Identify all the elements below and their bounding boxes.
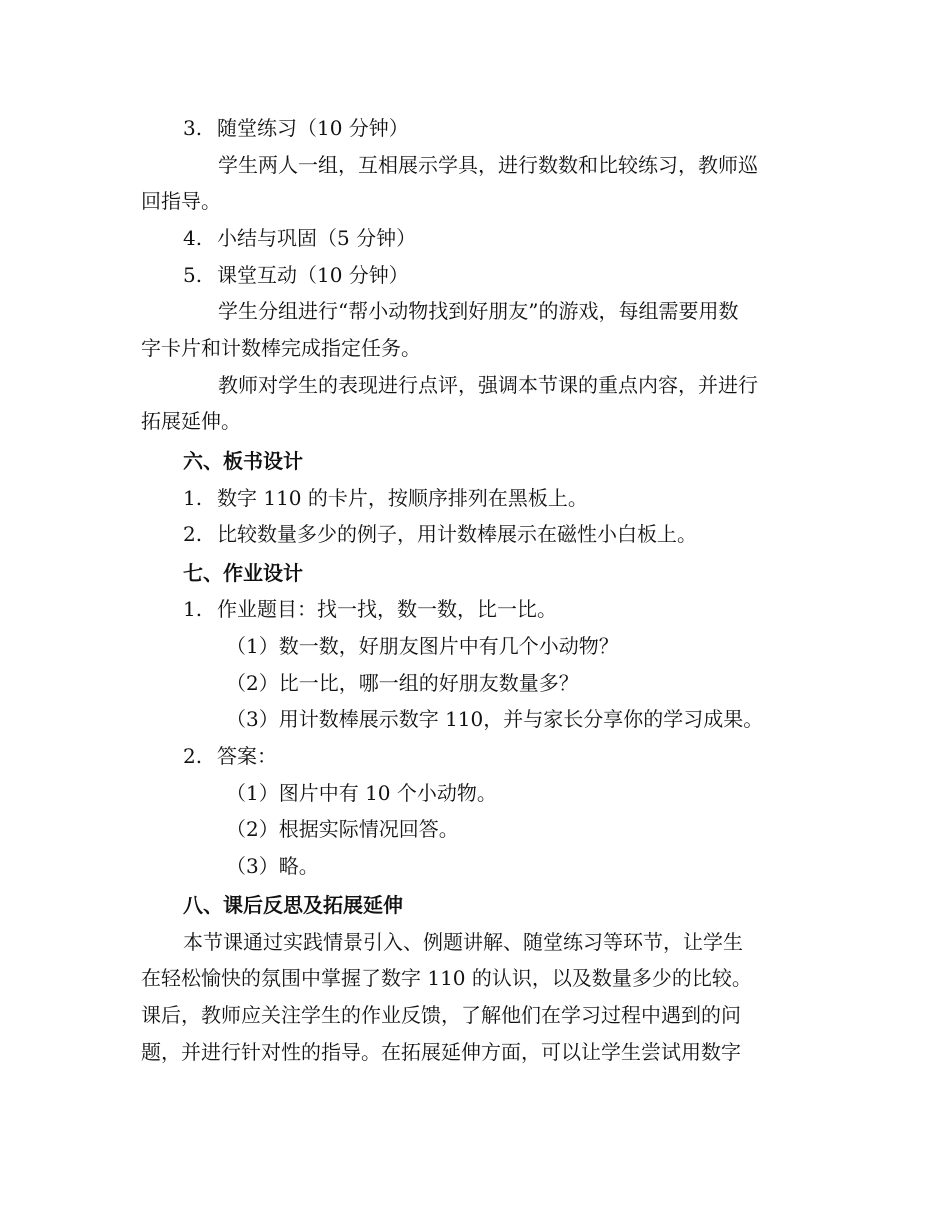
paragraph-line: 拓展延伸。	[141, 409, 241, 433]
paragraph-line: 课后，教师应关注学生的作业反馈，了解他们在学习过程中遇到的问	[141, 1003, 741, 1027]
list-text: 作业题目：找一找，数一数，比一比。	[217, 597, 557, 621]
list-number: 1.	[183, 486, 203, 510]
list-item	[183, 744, 277, 768]
paragraph-line: 字卡片和计数棒完成指定任务。	[141, 336, 421, 360]
list-text: 随堂练习（10 分钟）	[217, 116, 409, 140]
sub-item: （3）略。	[226, 854, 319, 878]
list-number: 4.	[183, 226, 203, 250]
list-item	[183, 486, 588, 510]
list-number: 5.	[183, 263, 203, 287]
list-text: 数字 110 的卡片，按顺序排列在黑板上。	[217, 486, 588, 510]
list-text: 小结与巩固（5 分钟）	[217, 226, 417, 250]
list-item	[183, 263, 409, 287]
list-text: 答案：	[217, 744, 277, 768]
list-number: 1.	[183, 597, 203, 621]
sub-item: （1）图片中有 10 个小动物。	[226, 781, 497, 805]
list-item	[183, 226, 416, 250]
section-heading: 六、板书设计	[183, 449, 303, 473]
list-item	[183, 522, 697, 546]
paragraph-line: 回指导。	[141, 189, 221, 213]
list-text: 比较数量多少的例子，用计数棒展示在磁性小白板上。	[217, 522, 697, 546]
paragraph-line: 题，并进行针对性的指导。在拓展延伸方面，可以让学生尝试用数字	[141, 1040, 741, 1064]
paragraph-line: 学生两人一组，互相展示学具，进行数数和比较练习，教师巡	[218, 153, 758, 177]
sub-item: （3）用计数棒展示数字 110，并与家长分享你的学习成果。	[226, 707, 764, 731]
paragraph-line: 本节课通过实践情景引入、例题讲解、随堂练习等环节，让学生	[183, 930, 743, 954]
sub-item: （1）数一数，好朋友图片中有几个小动物？	[226, 634, 619, 658]
list-number: 2.	[183, 522, 203, 546]
list-number: 2.	[183, 744, 203, 768]
sub-item: （2）比一比，哪一组的好朋友数量多？	[226, 671, 579, 695]
section-heading: 七、作业设计	[183, 561, 303, 585]
list-number: 3.	[183, 116, 203, 140]
list-text: 课堂互动（10 分钟）	[217, 263, 409, 287]
list-item	[183, 597, 557, 621]
list-item	[183, 116, 409, 140]
paragraph-line: 教师对学生的表现进行点评，强调本节课的重点内容，并进行	[218, 373, 758, 397]
section-heading: 八、课后反思及拓展延伸	[183, 893, 403, 917]
paragraph-line: 在轻松愉快的氛围中掌握了数字 110 的认识，以及数量多少的比较。	[141, 966, 752, 990]
sub-item: （2）根据实际情况回答。	[226, 817, 459, 841]
paragraph-line: 学生分组进行“帮小动物找到好朋友”的游戏，每组需要用数	[218, 299, 739, 323]
